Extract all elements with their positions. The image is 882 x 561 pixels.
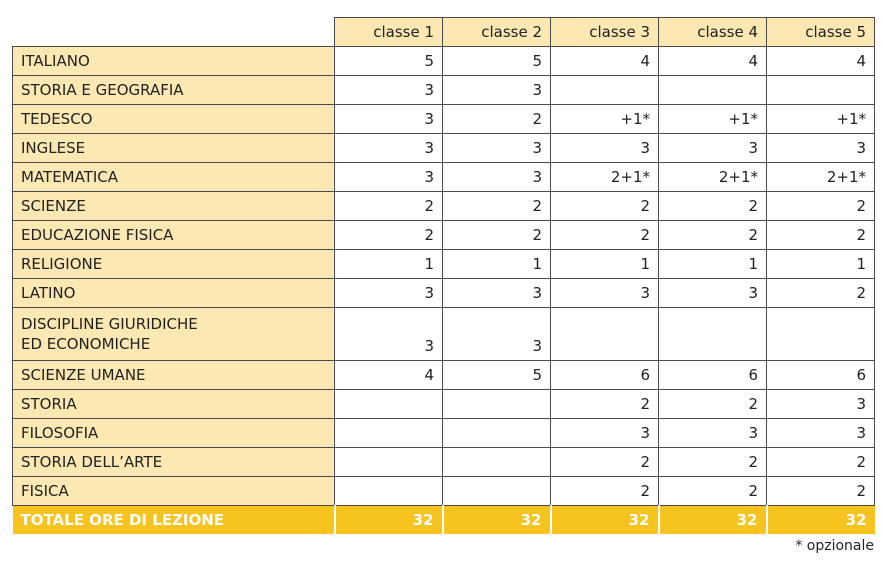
hours-cell: 2 xyxy=(659,477,767,506)
total-hours-cell: 32 xyxy=(335,506,443,535)
hours-cell: 2 xyxy=(335,221,443,250)
hours-cell: 2 xyxy=(551,221,659,250)
subject-cell xyxy=(13,308,335,361)
hours-cell xyxy=(551,308,659,361)
subject-line-2: ED ECONOMICHE xyxy=(21,335,151,353)
hours-cell xyxy=(443,448,551,477)
hours-cell xyxy=(443,419,551,448)
subject-cell: RELIGIONE xyxy=(13,250,335,279)
hours-cell xyxy=(335,390,443,419)
hours-cell: 3 xyxy=(335,308,443,361)
hours-cell: 3 xyxy=(335,279,443,308)
hours-cell: 2 xyxy=(443,221,551,250)
hours-cell: 3 xyxy=(443,279,551,308)
column-header-classe-4: classe 4 xyxy=(659,18,767,47)
hours-cell: 3 xyxy=(659,419,767,448)
column-header-classe-1: classe 1 xyxy=(335,18,443,47)
hours-cell: 2 xyxy=(767,192,875,221)
hours-cell: 2 xyxy=(767,279,875,308)
hours-cell: 3 xyxy=(551,279,659,308)
total-hours-cell: 32 xyxy=(659,506,767,535)
hours-cell: 1 xyxy=(767,250,875,279)
hours-cell: 1 xyxy=(551,250,659,279)
hours-cell: 2 xyxy=(443,105,551,134)
hours-cell: 3 xyxy=(335,134,443,163)
hours-cell: 3 xyxy=(767,134,875,163)
hours-table-container xyxy=(12,17,874,534)
hours-cell: 5 xyxy=(443,361,551,390)
table-row xyxy=(13,448,875,477)
hours-cell: 2 xyxy=(659,448,767,477)
column-header-classe-2: classe 2 xyxy=(443,18,551,47)
hours-cell: 2 xyxy=(659,192,767,221)
subject-cell: TEDESCO xyxy=(13,105,335,134)
hours-cell: 6 xyxy=(551,361,659,390)
hours-cell: 1 xyxy=(335,250,443,279)
hours-cell: 4 xyxy=(551,47,659,76)
hours-cell xyxy=(551,76,659,105)
hours-cell: +1* xyxy=(551,105,659,134)
hours-cell xyxy=(767,308,875,361)
hours-cell xyxy=(335,419,443,448)
hours-cell: +1* xyxy=(659,105,767,134)
hours-cell: 3 xyxy=(551,419,659,448)
hours-cell: 3 xyxy=(443,308,551,361)
table-row xyxy=(13,105,875,134)
hours-cell: 4 xyxy=(767,47,875,76)
hours-cell xyxy=(335,448,443,477)
subject-cell: STORIA DELL’ARTE xyxy=(13,448,335,477)
total-label: TOTALE ORE DI LEZIONE xyxy=(13,506,335,535)
table-row xyxy=(13,163,875,192)
table-row xyxy=(13,390,875,419)
hours-cell: 3 xyxy=(767,419,875,448)
hours-cell xyxy=(767,76,875,105)
column-header-classe-3: classe 3 xyxy=(551,18,659,47)
table-row xyxy=(13,419,875,448)
hours-cell: 2 xyxy=(551,448,659,477)
hours-cell: +1* xyxy=(767,105,875,134)
footnote-optional: * opzionale xyxy=(795,538,874,554)
table-row xyxy=(13,221,875,250)
hours-cell: 2 xyxy=(551,477,659,506)
table-row xyxy=(13,192,875,221)
hours-cell xyxy=(335,477,443,506)
total-hours-cell: 32 xyxy=(551,506,659,535)
subject-cell: STORIA E GEOGRAFIA xyxy=(13,76,335,105)
subject-cell: ITALIANO xyxy=(13,47,335,76)
hours-cell: 3 xyxy=(335,105,443,134)
hours-cell: 2+1* xyxy=(659,163,767,192)
hours-cell: 3 xyxy=(443,134,551,163)
hours-cell: 3 xyxy=(443,163,551,192)
table-row xyxy=(13,477,875,506)
hours-cell: 2 xyxy=(767,221,875,250)
table-row xyxy=(13,76,875,105)
hours-cell: 2 xyxy=(767,448,875,477)
hours-cell: 4 xyxy=(659,47,767,76)
hours-cell: 3 xyxy=(659,134,767,163)
subject-cell: FILOSOFIA xyxy=(13,419,335,448)
table-row xyxy=(13,47,875,76)
hours-cell: 2 xyxy=(551,192,659,221)
hours-cell: 3 xyxy=(767,390,875,419)
hours-cell: 3 xyxy=(659,279,767,308)
table-row xyxy=(13,279,875,308)
hours-table xyxy=(12,17,875,534)
subject-cell: INGLESE xyxy=(13,134,335,163)
subject-cell: LATINO xyxy=(13,279,335,308)
table-row xyxy=(13,134,875,163)
hours-cell xyxy=(443,390,551,419)
table-row xyxy=(13,250,875,279)
total-hours-cell: 32 xyxy=(443,506,551,535)
hours-cell: 3 xyxy=(335,76,443,105)
hours-cell xyxy=(659,308,767,361)
hours-cell: 3 xyxy=(443,76,551,105)
hours-cell: 2 xyxy=(551,390,659,419)
hours-cell: 2 xyxy=(443,192,551,221)
header-blank-cell xyxy=(13,18,335,47)
hours-cell: 6 xyxy=(659,361,767,390)
hours-cell: 5 xyxy=(443,47,551,76)
hours-cell: 3 xyxy=(551,134,659,163)
hours-cell: 2+1* xyxy=(767,163,875,192)
hours-cell xyxy=(443,477,551,506)
subject-cell: STORIA xyxy=(13,390,335,419)
total-hours-cell: 32 xyxy=(767,506,875,535)
hours-cell: 2 xyxy=(767,477,875,506)
subject-line-1: DISCIPLINE GIURIDICHE xyxy=(21,315,198,333)
total-row xyxy=(13,506,875,535)
table-header-row xyxy=(13,18,875,47)
table-row xyxy=(13,308,875,361)
column-header-classe-5: classe 5 xyxy=(767,18,875,47)
subject-cell: SCIENZE UMANE xyxy=(13,361,335,390)
hours-cell: 1 xyxy=(443,250,551,279)
hours-cell: 6 xyxy=(767,361,875,390)
hours-cell: 4 xyxy=(335,361,443,390)
subject-cell: SCIENZE xyxy=(13,192,335,221)
hours-cell: 3 xyxy=(335,163,443,192)
hours-cell: 2 xyxy=(659,390,767,419)
hours-cell: 2 xyxy=(335,192,443,221)
hours-cell: 1 xyxy=(659,250,767,279)
hours-cell xyxy=(659,76,767,105)
subject-cell: MATEMATICA xyxy=(13,163,335,192)
subject-cell: EDUCAZIONE FISICA xyxy=(13,221,335,250)
hours-cell: 2 xyxy=(659,221,767,250)
table-row xyxy=(13,361,875,390)
hours-cell: 2+1* xyxy=(551,163,659,192)
subject-cell: FISICA xyxy=(13,477,335,506)
hours-cell: 5 xyxy=(335,47,443,76)
